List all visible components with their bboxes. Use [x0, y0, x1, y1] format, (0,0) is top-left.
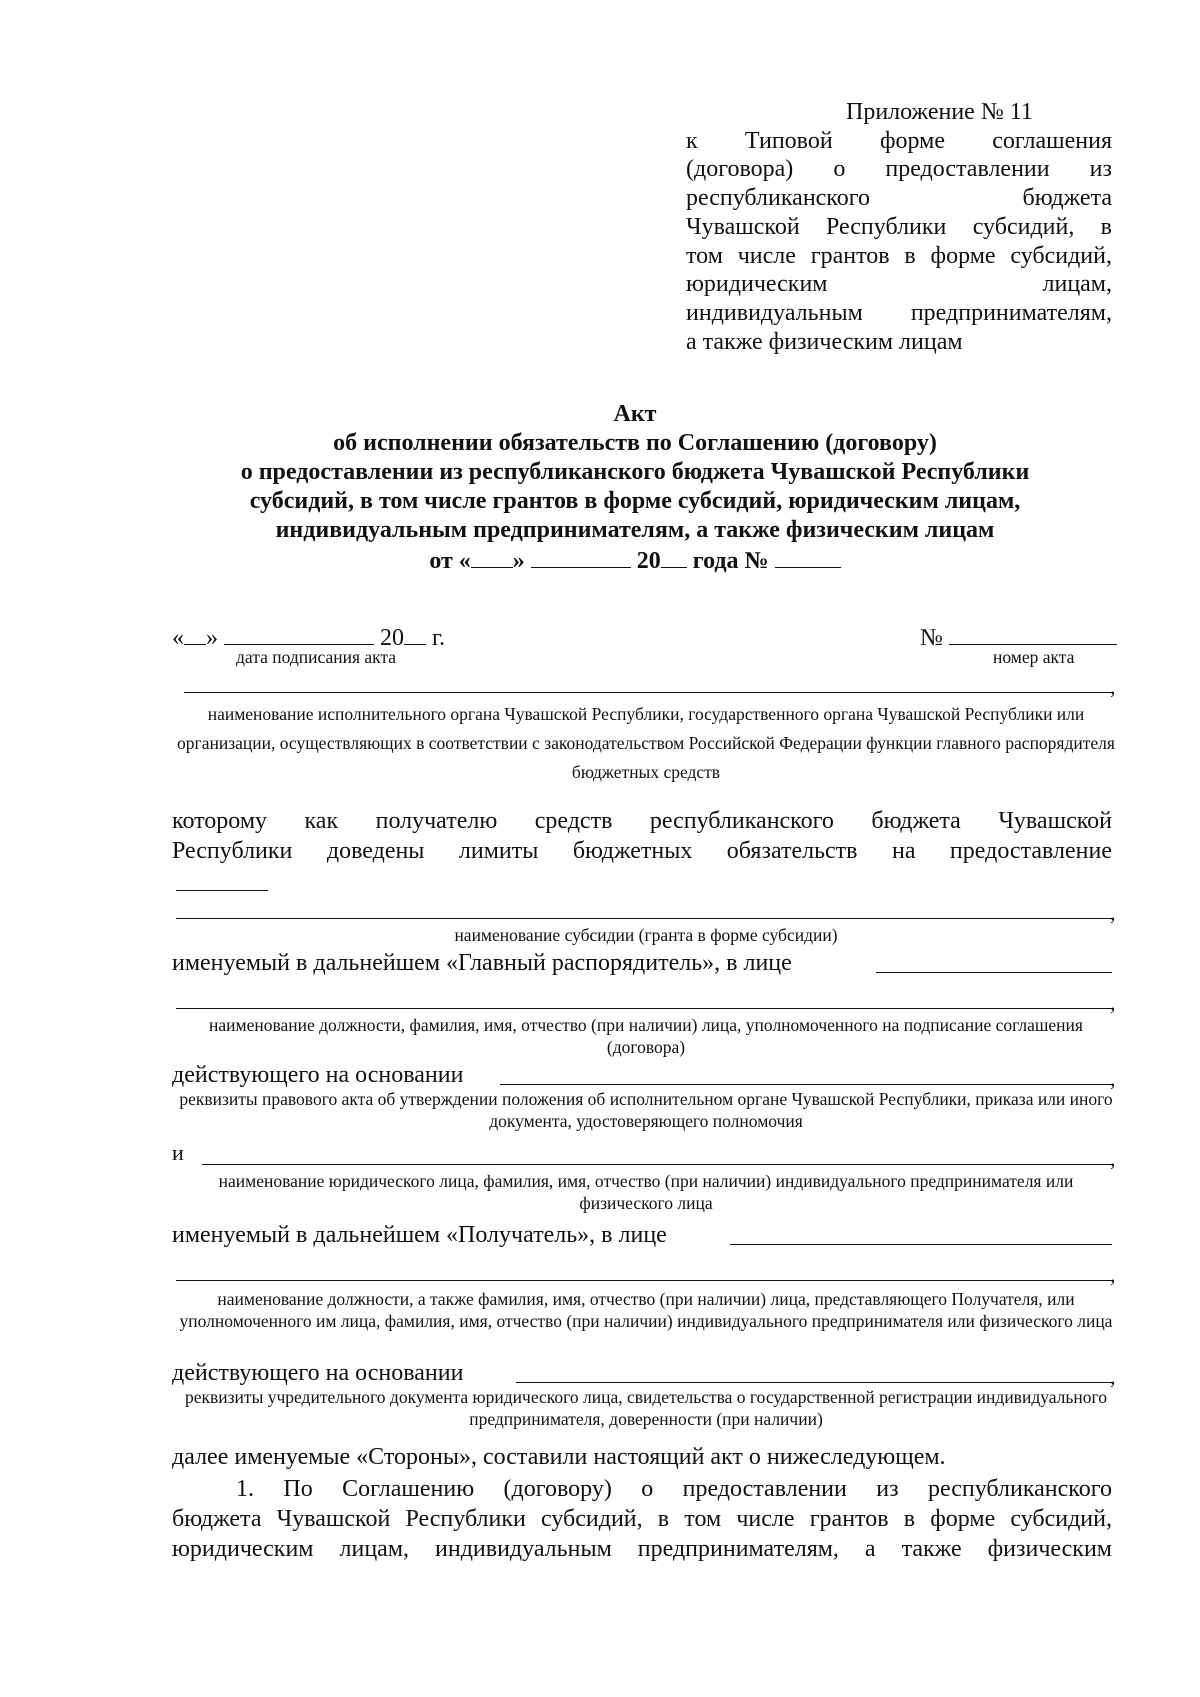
recipient-name-line[interactable]	[202, 1164, 1112, 1165]
official-name-line[interactable]	[176, 1008, 1112, 1009]
appendix-line: к Типовой форме соглашения	[686, 127, 1112, 154]
appendix-line: Чувашской Республики субсидий, в	[686, 213, 1112, 240]
title-line: Акт	[613, 401, 657, 427]
month-blank[interactable]	[531, 545, 631, 568]
organ-name-line[interactable]	[184, 692, 1112, 693]
subsidy-name-line[interactable]	[176, 918, 1112, 919]
title-line: субсидий, в том числе грантов в форме субсидий, юридическим лицам,	[249, 488, 1021, 514]
founding-doc-line[interactable]	[516, 1382, 1112, 1383]
recipient-named-text: именуемый в дальнейшем «Получатель», в лице	[172, 1222, 667, 1248]
chief-named-text: именуемый в дальнейшем «Главный распорядитель», в лице	[172, 950, 792, 976]
appendix-line: республиканского бюджета	[686, 185, 1112, 212]
act-number-row: №	[920, 622, 1117, 653]
recipient-person-line[interactable]	[730, 1244, 1112, 1245]
comma: ,	[1110, 1364, 1116, 1389]
legal-act-line[interactable]	[500, 1084, 1112, 1085]
act-number-blank[interactable]	[949, 622, 1117, 645]
paragraph-1-line: 1. По Соглашению (договору) о предоставлении из республиканского	[236, 1476, 1112, 1502]
title-date-line: от « » 20 года №	[160, 545, 1110, 576]
sign-date-row: « » 20 г.	[172, 622, 445, 653]
limits-amount-blank[interactable]	[176, 890, 268, 891]
appendix-line: (договора) о предоставлении из	[686, 156, 1112, 183]
appendix-line: а также физическим лицам	[686, 328, 963, 355]
appendix-line: индивидуальным предпринимателям,	[686, 299, 1112, 326]
title-number-blank[interactable]	[775, 545, 841, 568]
official-caption: наименование должности, фамилия, имя, отчество (при наличии) лица, уполномоченного на подписание соглашения (договора)	[209, 1015, 1083, 1057]
paragraph-1-line: бюджета Чувашской Республики субсидий, в том числе грантов в форме субсидий,	[172, 1506, 1112, 1532]
subsidy-caption: наименование субсидии (гранта в форме субсидии)	[454, 925, 838, 945]
comma: ,	[1110, 674, 1116, 699]
comma: ,	[1110, 1262, 1116, 1287]
comma: ,	[1110, 1146, 1116, 1171]
and-text: и	[172, 1140, 184, 1165]
comma: ,	[1110, 900, 1116, 925]
legal-act-caption: реквизиты правового акта об утверждении положения об исполнительном органе Чувашской Республики, приказа или иного документа, удостоверяющего полномочия	[179, 1089, 1113, 1131]
recipient-rep-caption: наименование должности, а также фамилия, имя, отчество (при наличии) лица, представляющего Получателя, или уполномоченного им лица, фамилия, имя, отчество (при наличии) индивидуального предпринимателя или физического лица	[179, 1289, 1113, 1331]
day-blank[interactable]	[471, 545, 513, 568]
limits-line: Республики доведены лимиты бюджетных обязательств на предоставление	[172, 838, 1112, 864]
appendix-block	[686, 98, 1112, 356]
title-line: о предоставлении из республиканского бюджета Чувашской Республики	[240, 459, 1030, 485]
acting-basis-text-2: действующего на основании	[172, 1360, 464, 1386]
date-caption: дата подписания акта	[236, 647, 397, 667]
organ-caption: наименование исполнительного органа Чувашской Республики, государственного органа Чувашской Республики или организации, осуществляющих в соответствии с законодательством Российской Федерации функции главного распорядителя бюджетных средств	[177, 704, 1115, 782]
parties-text: далее именуемые «Стороны», составили настоящий акт о нижеследующем.	[172, 1444, 946, 1470]
paragraph-1-line: юридическим лицам, индивидуальным предпринимателям, а также физическим	[172, 1536, 1112, 1562]
title-line: об исполнении обязательств по Соглашению (договору)	[333, 430, 937, 456]
limits-line: которому как получателю средств республиканского бюджета Чувашской	[172, 808, 1112, 834]
comma: ,	[1110, 990, 1116, 1015]
chief-person-line[interactable]	[876, 972, 1112, 973]
sign-year-blank[interactable]	[404, 622, 426, 645]
recipient-caption: наименование юридического лица, фамилия, имя, отчество (при наличии) индивидуального предпринимателя или физического лица	[218, 1171, 1074, 1213]
act-title	[160, 400, 1110, 576]
founding-doc-caption: реквизиты учредительного документа юридического лица, свидетельства о государственной регистрации индивидуального предпринимателя, доверенности (при наличии)	[185, 1387, 1107, 1429]
appendix-heading: Приложение № 11	[846, 99, 1033, 125]
recipient-rep-line[interactable]	[176, 1280, 1112, 1281]
title-line: индивидуальным предпринимателям, а также физическим лицам	[275, 517, 995, 543]
appendix-line: том числе грантов в форме субсидий,	[686, 242, 1112, 269]
comma: ,	[1110, 1066, 1116, 1091]
sign-day-blank[interactable]	[184, 622, 206, 645]
acting-basis-text: действующего на основании	[172, 1062, 464, 1088]
number-caption: номер акта	[993, 647, 1075, 667]
appendix-line: юридическим лицам,	[686, 271, 1112, 298]
year-blank[interactable]	[661, 545, 687, 568]
sign-month-blank[interactable]	[224, 622, 374, 645]
